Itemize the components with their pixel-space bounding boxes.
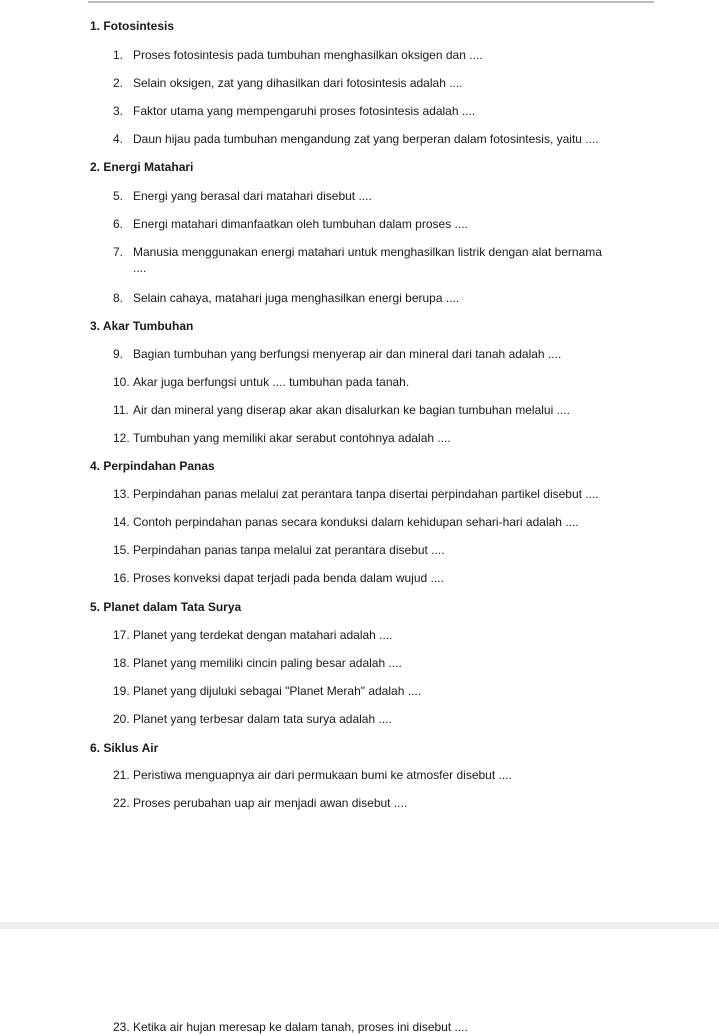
question-text: Bagian tumbuhan yang berfungsi menyerap air dan mineral dari tanah adalah ....: [133, 347, 562, 361]
question-item: [113, 711, 392, 727]
question-number: 13.: [113, 487, 130, 501]
section-heading-fotosintesis: 1. Fotosintesis: [90, 19, 175, 33]
question-text: Planet yang dijuluki sebagai "Planet Merah" adalah ....: [133, 684, 422, 698]
question-number: 15.: [113, 543, 130, 557]
question-item: [113, 216, 468, 232]
question-text: Tumbuhan yang memiliki akar serabut contohnya adalah ....: [133, 431, 451, 445]
question-item: [113, 244, 658, 276]
question-item: [113, 374, 409, 390]
question-number: 21.: [113, 768, 130, 782]
question-item: [113, 430, 451, 446]
question-number: 7.: [113, 245, 124, 259]
question-text: Planet yang terdekat dengan matahari adalah ....: [133, 628, 393, 642]
question-item: [113, 47, 483, 63]
section-heading-energi-matahari: 2. Energi Matahari: [90, 160, 194, 174]
question-item: [113, 402, 570, 418]
question-text: Peristiwa menguapnya air dari permukaan bumi ke atmosfer disebut ....: [133, 768, 512, 782]
section-heading-perpindahan-panas: 4. Perpindahan Panas: [90, 459, 215, 473]
question-text: Perpindahan panas melalui zat perantara tanpa disertai perpindahan partikel disebut ....: [133, 487, 599, 501]
question-item: [113, 683, 421, 699]
question-text: Manusia menggunakan energi matahari untuk menghasilkan listrik dengan alat bernama: [133, 245, 602, 259]
question-text: Ketika air hujan meresap ke dalam tanah, proses ini disebut ....: [133, 1020, 468, 1034]
question-item: [113, 103, 475, 119]
question-text: Selain oksigen, zat yang dihasilkan dari fotosintesis adalah ....: [133, 76, 463, 90]
question-text: Selain cahaya, matahari juga menghasilkan energi berupa ....: [133, 291, 460, 305]
section-heading-planet-tata-surya: 5. Planet dalam Tata Surya: [90, 600, 242, 614]
question-number: 10.: [113, 375, 130, 389]
question-text: Planet yang terbesar dalam tata surya adalah ....: [133, 712, 392, 726]
question-number: 6.: [113, 217, 124, 231]
question-number: 4.: [113, 132, 124, 146]
question-number: 17.: [113, 628, 130, 642]
question-number: 8.: [113, 291, 124, 305]
question-item: [113, 627, 393, 643]
question-item: [113, 131, 599, 147]
question-text: Energi yang berasal dari matahari disebut ....: [133, 189, 372, 203]
question-number: 2.: [113, 76, 124, 90]
question-number: 14.: [113, 515, 130, 529]
question-item: [113, 1019, 468, 1035]
question-item: [113, 767, 512, 783]
question-item: [113, 188, 372, 204]
question-text: Energi matahari dimanfaatkan oleh tumbuhan dalam proses ....: [133, 217, 468, 231]
question-item: [113, 486, 599, 502]
question-text: Perpindahan panas tanpa melalui zat perantara disebut ....: [133, 543, 445, 557]
question-item: [113, 655, 402, 671]
question-number: 18.: [113, 656, 130, 670]
question-item: [113, 570, 444, 586]
section-heading-siklus-air: 6. Siklus Air: [90, 741, 159, 755]
question-number: 16.: [113, 571, 130, 585]
question-item: [113, 795, 407, 811]
question-text: Akar juga berfungsi untuk .... tumbuhan pada tanah.: [133, 375, 410, 389]
question-number: 23.: [113, 1020, 130, 1034]
question-text: Air dan mineral yang diserap akar akan disalurkan ke bagian tumbuhan melalui ....: [133, 403, 570, 417]
top-divider: [88, 1, 654, 3]
question-text: Proses perubahan uap air menjadi awan disebut ....: [133, 796, 408, 810]
question-text: Proses fotosintesis pada tumbuhan menghasilkan oksigen dan ....: [133, 48, 483, 62]
question-number: 20.: [113, 712, 130, 726]
question-number: 9.: [113, 347, 124, 361]
question-text: Faktor utama yang mempengaruhi proses fotosintesis adalah ....: [133, 104, 476, 118]
question-item: [113, 290, 459, 306]
question-text-continued: ....: [133, 261, 147, 275]
question-number: 5.: [113, 189, 124, 203]
section-heading-akar-tumbuhan: 3. Akar Tumbuhan: [90, 319, 194, 333]
question-number: 1.: [113, 48, 124, 62]
question-item: [113, 514, 579, 530]
question-number: 19.: [113, 684, 130, 698]
question-text: Planet yang memiliki cincin paling besar adalah ....: [133, 656, 402, 670]
question-number: 12.: [113, 431, 130, 445]
question-text: Daun hijau pada tumbuhan mengandung zat yang berperan dalam fotosintesis, yaitu ....: [133, 132, 599, 146]
question-number: 3.: [113, 104, 124, 118]
question-item: [113, 75, 463, 91]
question-item: [113, 542, 445, 558]
question-number: 22.: [113, 796, 130, 810]
question-item: [113, 346, 561, 362]
question-text: Proses konveksi dapat terjadi pada benda dalam wujud ....: [133, 571, 444, 585]
question-number: 11.: [113, 403, 129, 417]
question-text: Contoh perpindahan panas secara konduksi dalam kehidupan sehari-hari adalah ....: [133, 515, 579, 529]
page-break: [0, 922, 719, 929]
